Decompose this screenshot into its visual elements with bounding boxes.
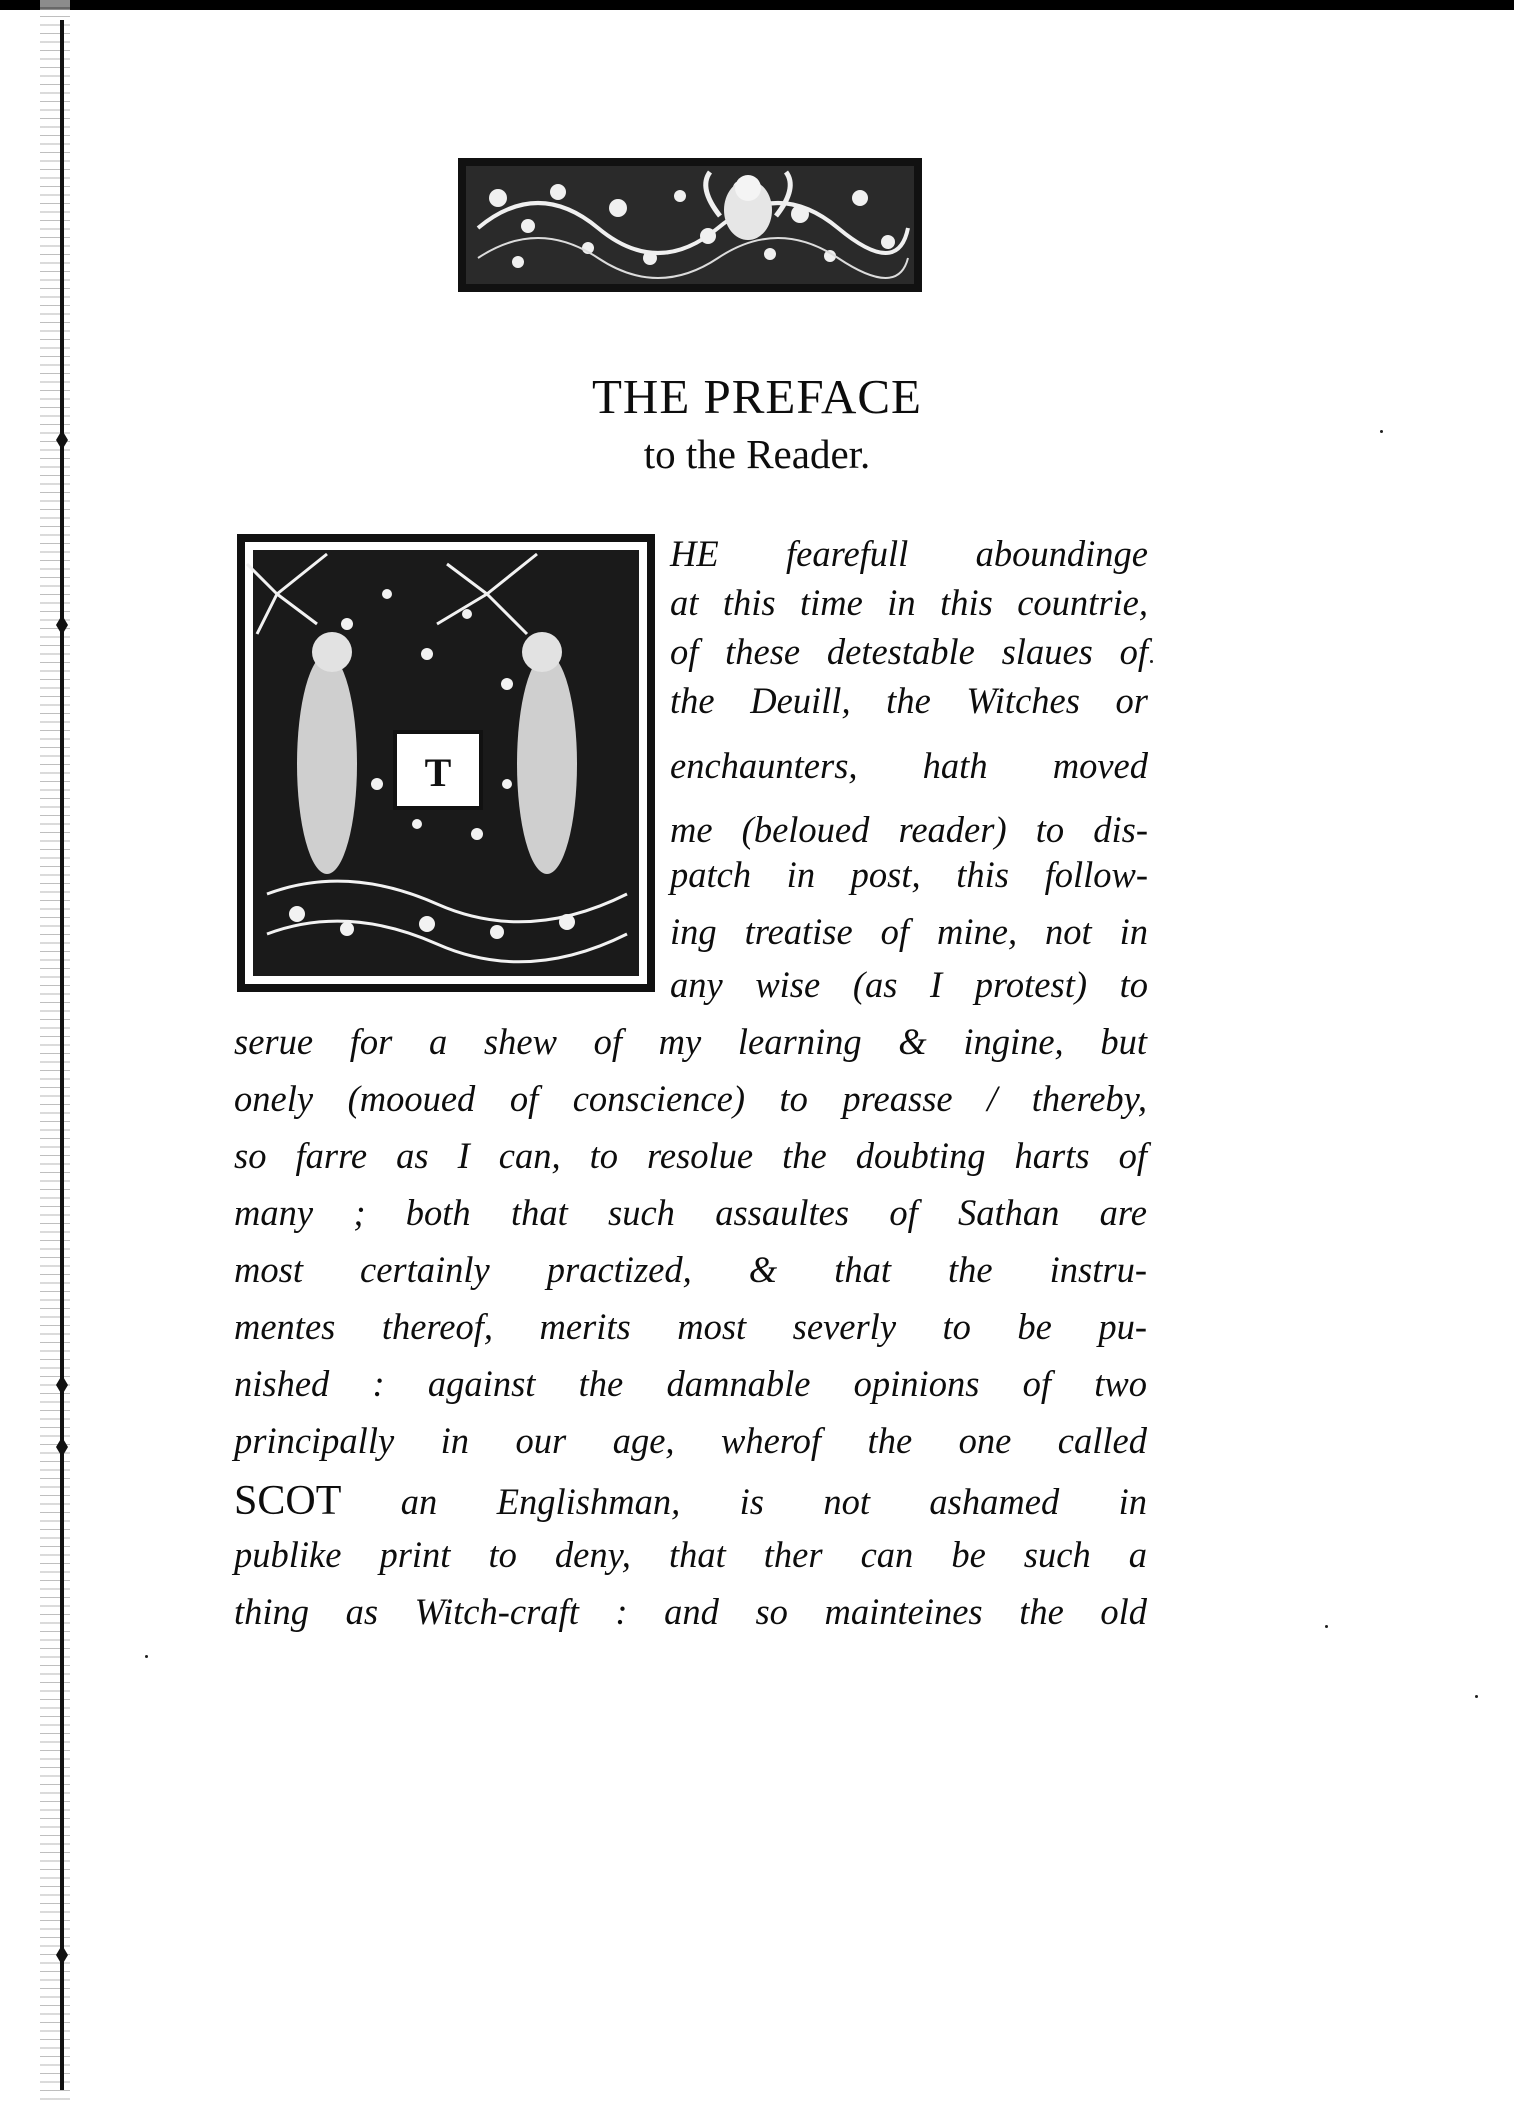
body-line [234, 1480, 1147, 1524]
spine-rule [60, 20, 64, 2090]
body-line: so farre as I can, to resolue the doubting harts of [234, 1135, 1147, 1176]
scan-top-border [0, 0, 1514, 10]
scan-speck [1150, 660, 1153, 663]
body-line: HE fearefull aboundinge [670, 533, 1148, 574]
body-line: any wise (as I protest) to [670, 964, 1148, 1005]
body-line: serue for a shew of my learning & ingine, but [234, 1021, 1147, 1062]
spine-ornament [52, 1945, 72, 1965]
body-line-rest: an Englishman, is not ashamed in [400, 1481, 1147, 1522]
body-line: enchaunters, hath moved [670, 745, 1148, 786]
decorative-headpiece [458, 158, 922, 292]
scan-speck [145, 1655, 148, 1658]
scan-speck [1475, 1695, 1478, 1698]
page-title: THE PREFACE [592, 369, 922, 424]
scot-name: SCOT [234, 1478, 342, 1524]
body-line: publike print to deny, that ther can be such a [234, 1534, 1147, 1575]
body-line: thing as Witch-craft : and so mainteines the old [234, 1591, 1147, 1632]
body-line: mentes thereof, merits most severly to be pu- [234, 1306, 1147, 1347]
body-line: most certainly practized, & that the instru- [234, 1249, 1147, 1290]
scan-speck [1380, 430, 1383, 433]
book-spine-edge [40, 0, 70, 2107]
page-subtitle: to the Reader. [643, 431, 871, 477]
spine-ornament [52, 1437, 72, 1457]
scan-speck [1325, 1625, 1328, 1628]
body-line: patch in post, this follow- [670, 854, 1148, 895]
spine-ornament [52, 1375, 72, 1395]
body-line: at this time in this countrie, [670, 582, 1148, 623]
body-line: many ; both that such assaultes of Sathan are [234, 1192, 1147, 1233]
decorated-initial-woodcut [237, 534, 655, 992]
body-line: principally in our age, wherof the one called [234, 1420, 1147, 1461]
spine-ornament [52, 615, 72, 635]
body-line: ing treatise of mine, not in [670, 911, 1148, 952]
body-line: onely (mooued of conscience) to preasse / thereby, [234, 1078, 1147, 1119]
body-line: of these detestable slaues of [670, 631, 1148, 672]
body-line: me (beloued reader) to dis- [670, 809, 1148, 850]
initial-letter: T [424, 750, 452, 795]
body-line: nished : against the damnable opinions of two [234, 1363, 1147, 1404]
body-line: the Deuill, the Witches or [670, 680, 1148, 721]
